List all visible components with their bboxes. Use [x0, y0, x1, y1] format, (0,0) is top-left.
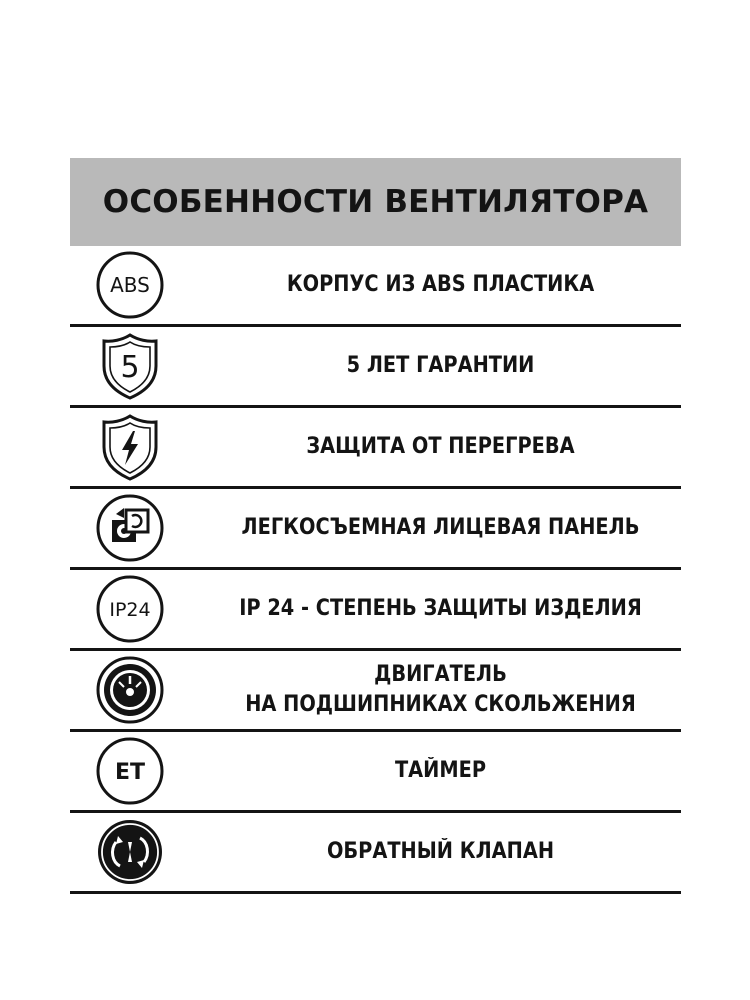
feature-label-line2: НА ПОДШИПНИКАХ СКОЛЬЖЕНИЯ [245, 692, 636, 717]
feature-label [229, 327, 652, 405]
ip24-icon-text: IP24 [109, 599, 151, 621]
ip24-circle-icon [94, 573, 166, 645]
feature-label-text: ОБРАТНЫЙ КЛАПАН [326, 839, 555, 864]
feature-list [70, 246, 681, 894]
feature-label [229, 651, 652, 729]
feature-row-ip24 [70, 570, 681, 651]
shield-lightning-icon [94, 411, 166, 483]
et-icon-text: ET [114, 760, 146, 785]
shield-5-icon [94, 330, 166, 402]
feature-label-text: 5 ЛЕТ ГАРАНТИИ [346, 353, 535, 378]
feature-label [229, 246, 652, 324]
feature-label [229, 408, 652, 486]
feature-row-overheat [70, 408, 681, 489]
feature-row-abs [70, 246, 681, 327]
feature-row-timer [70, 732, 681, 813]
feature-label-text: ЗАЩИТА ОТ ПЕРЕГРЕВА [306, 434, 575, 459]
feature-label-text: ЛЕГКОСЪЕМНАЯ ЛИЦЕВАЯ ПАНЕЛЬ [241, 515, 640, 540]
feature-label-text: IP 24 - СТЕПЕНЬ ЗАЩИТЫ ИЗДЕЛИЯ [239, 596, 642, 621]
page-title: ОСОБЕННОСТИ ВЕНТИЛЯТОРА [102, 184, 649, 220]
abs-icon-text: ABS [110, 273, 150, 297]
header-bar [70, 158, 681, 246]
feature-row-panel [70, 489, 681, 570]
feature-row-valve [70, 813, 681, 894]
feature-row-warranty [70, 327, 681, 408]
shield-5-icon-text: 5 [120, 350, 140, 385]
feature-label-line1: ДВИГАТЕЛЬ [374, 662, 507, 687]
feature-label-text: КОРПУС ИЗ ABS ПЛАСТИКА [286, 272, 595, 297]
feature-label [229, 732, 652, 810]
motor-bearing-icon [94, 654, 166, 726]
feature-label [229, 570, 652, 648]
abs-circle-icon [94, 249, 166, 321]
feature-label [229, 489, 652, 567]
feature-row-motor [70, 651, 681, 732]
check-valve-icon [94, 816, 166, 888]
removable-panel-icon [94, 492, 166, 564]
feature-label [229, 813, 652, 891]
et-timer-circle-icon [94, 735, 166, 807]
feature-label-text: ТАЙМЕР [394, 758, 487, 783]
